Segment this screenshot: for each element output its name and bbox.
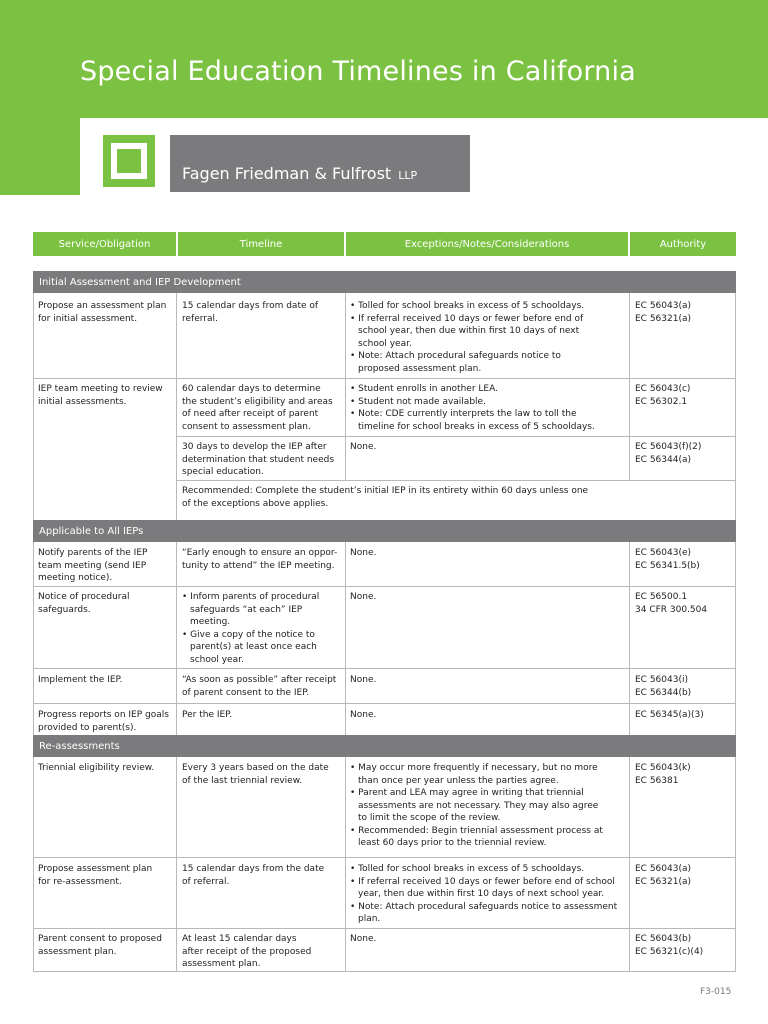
row-divider <box>176 480 736 481</box>
row-divider <box>33 378 736 379</box>
service-cell: IEP team meeting to review initial assessments. <box>38 384 163 407</box>
column-divider <box>629 293 630 480</box>
authority-cell: EC 56500.1 34 CFR 300.504 <box>635 592 708 615</box>
service-cell: Notify parents of the IEP team meeting (send IEP meeting notice). <box>38 548 148 583</box>
column-header-notes: Exceptions/Notes/Considerations <box>346 232 628 256</box>
notes-cell: • Tolled for school breaks in excess of 5 schooldays. • If referral received 10 days or fewer before end of school year, then due within first 10 days of next school year. • Note: Attach procedural safeguards notice to assessment plan. <box>350 864 618 924</box>
column-divider <box>735 293 736 520</box>
column-divider <box>345 542 346 735</box>
column-header-timeline: Timeline <box>178 232 344 256</box>
column-header-service: Service/Obligation <box>33 232 176 256</box>
firm-name-box <box>170 135 470 192</box>
notes-cell: None. <box>350 934 377 944</box>
firm-logo-icon <box>103 135 155 187</box>
column-divider <box>735 542 736 735</box>
service-cell: Notice of procedural safeguards. <box>38 592 130 615</box>
authority-cell: EC 56043(a) EC 56321(a) <box>635 864 691 887</box>
service-cell: Triennial eligibility review. <box>38 763 155 773</box>
row-divider <box>33 971 736 972</box>
recommendation-note: Recommended: Complete the student’s initial IEP in its entirety within 60 days unless one of the exceptions above applies. <box>182 486 589 509</box>
timeline-cell: 30 days to develop the IEP after determination that student needs special education. <box>182 442 335 477</box>
row-divider <box>33 857 736 858</box>
column-divider <box>176 757 177 971</box>
service-cell: Progress reports on IEP goals provided to parent(s). <box>38 710 169 733</box>
row-divider <box>33 703 736 704</box>
row-divider <box>33 668 736 669</box>
timeline-cell: 15 calendar days from date of referral. <box>182 301 319 324</box>
firm-name: Fagen Friedman & Fulfrost LLP <box>182 164 418 183</box>
column-divider <box>345 293 346 480</box>
column-divider <box>176 293 177 520</box>
authority-cell: EC 56345(a)(3) <box>635 710 704 720</box>
column-divider <box>33 293 34 520</box>
timeline-cell: “As soon as possible” after receipt of parent consent to the IEP. <box>182 675 337 698</box>
authority-cell: EC 56043(e) EC 56341.5(b) <box>635 548 700 571</box>
notes-cell: • May occur more frequently if necessary, but no more than once per year unless the parties agree. • Parent and LEA may agree in writing that triennial assessments are not necessary. They may also agree to limit the scope of the review. • Recommended: Begin triennial assessment process at least 60 days prior to the triennial review. <box>350 763 603 848</box>
service-cell: Parent consent to proposed assessment plan. <box>38 934 162 957</box>
timeline-cell: 15 calendar days from the date of referral. <box>182 864 325 887</box>
column-divider <box>629 757 630 971</box>
timeline-cell: 60 calendar days to determine the student’s eligibility and areas of need after receipt of parent consent to assessment plan. <box>182 384 333 432</box>
timeline-cell: • Inform parents of procedural safeguards “at each” IEP meeting. • Give a copy of the notice to parent(s) at least once each school year. <box>182 592 320 665</box>
notes-cell: • Student enrolls in another LEA. • Student not made available. • Note: CDE currently interprets the law to toll the timeline for school breaks in excess of 5 schooldays. <box>350 384 595 432</box>
service-cell: Propose assessment plan for re-assessment. <box>38 864 153 887</box>
authority-cell: EC 56043(a) EC 56321(a) <box>635 301 691 324</box>
section-header: Applicable to All IEPs <box>33 520 736 542</box>
notes-cell: None. <box>350 548 377 558</box>
column-divider <box>33 542 34 735</box>
section-header: Initial Assessment and IEP Development <box>33 271 736 293</box>
timeline-cell: Per the IEP. <box>182 710 233 720</box>
column-divider <box>345 757 346 971</box>
authority-cell: EC 56043(b) EC 56321(c)(4) <box>635 934 704 957</box>
timeline-cell: At least 15 calendar days after receipt of the proposed assessment plan. <box>182 934 312 969</box>
authority-cell: EC 56043(k) EC 56381 <box>635 763 691 786</box>
timeline-cell: “Early enough to ensure an oppor- tunity to attend” the IEP meeting. <box>182 548 338 571</box>
notes-cell: • Tolled for school breaks in excess of 5 schooldays. • If referral received 10 days or fewer before end of school year, then due within first 10 days of next school year. • Note: Attach procedural safeguards notice to proposed assessment plan. <box>350 301 585 374</box>
page-title: Special Education Timelines in California <box>80 56 636 87</box>
document-code: F3-015 <box>700 987 732 997</box>
column-divider <box>629 542 630 735</box>
authority-cell: EC 56043(c) EC 56302.1 <box>635 384 691 407</box>
row-divider <box>33 586 736 587</box>
notes-cell: None. <box>350 592 377 602</box>
firm-suffix: LLP <box>398 169 418 182</box>
authority-cell: EC 56043(f)(2) EC 56344(a) <box>635 442 702 465</box>
column-divider <box>176 542 177 735</box>
notes-cell: None. <box>350 675 377 685</box>
notes-cell: None. <box>350 442 377 452</box>
service-cell: Propose an assessment plan for initial assessment. <box>38 301 167 324</box>
service-cell: Implement the IEP. <box>38 675 123 685</box>
section-header: Re-assessments <box>33 735 736 757</box>
column-header-authority: Authority <box>630 232 736 256</box>
row-divider <box>33 928 736 929</box>
column-divider <box>735 757 736 971</box>
notes-cell: None. <box>350 710 377 720</box>
timeline-cell: Every 3 years based on the date of the last triennial review. <box>182 763 329 786</box>
row-divider <box>176 436 736 437</box>
column-divider <box>33 757 34 971</box>
authority-cell: EC 56043(i) EC 56344(b) <box>635 675 692 698</box>
